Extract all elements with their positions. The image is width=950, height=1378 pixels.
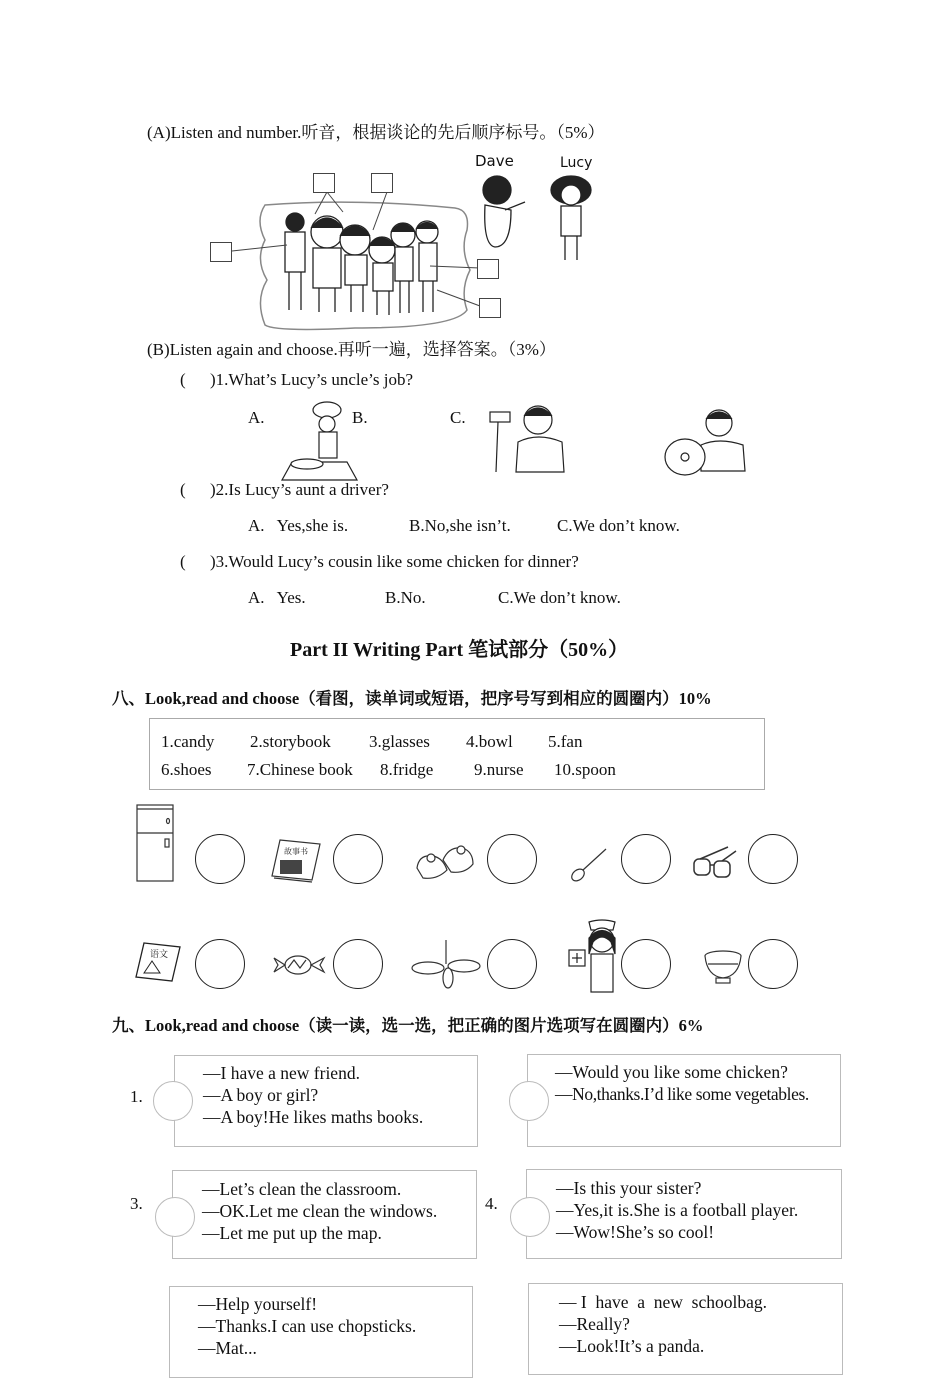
answer-circle-shoes[interactable] <box>487 834 537 884</box>
dialog-box-1 <box>174 1055 478 1147</box>
word-2: 2.storybook <box>250 732 331 751</box>
answer-box-5[interactable] <box>479 298 501 318</box>
family-picture <box>205 150 625 335</box>
q2-option-c: C.We don’t know. <box>557 516 680 535</box>
answer-circle-candy[interactable] <box>333 939 383 989</box>
word-5: 5.fan <box>548 732 583 751</box>
word-6: 6.shoes <box>161 760 212 779</box>
dialog-1-number: 1. <box>130 1087 143 1106</box>
dialog-6-line-1: — I have a new schoolbag. <box>559 1292 767 1312</box>
dialog-3-line-2: —OK.Let me clean the windows. <box>202 1201 438 1221</box>
shoes-icon <box>415 840 475 882</box>
glasses-icon <box>692 845 738 883</box>
answer-circle-fan[interactable] <box>487 939 537 989</box>
dialog-6-line-2: —Really? <box>559 1314 630 1334</box>
cleaner-icon <box>488 402 573 474</box>
q2-option-b: B.No,she isn’t. <box>409 516 511 535</box>
q3-paren[interactable]: ( <box>180 552 186 571</box>
dialog-3-answer-circle[interactable] <box>155 1197 195 1237</box>
dialog-box-3 <box>172 1170 477 1259</box>
q3-option-b: B.No. <box>385 588 426 607</box>
family-illustration-icon <box>205 150 625 335</box>
q1-text: )1.What’s Lucy’s uncle’s job? <box>210 370 414 389</box>
dialog-4-line-3: —Wow!She’s so cool! <box>556 1222 715 1242</box>
word-10: 10.spoon <box>554 760 616 779</box>
answer-box-4[interactable] <box>477 259 499 279</box>
word-7: 7.Chinese book <box>247 760 353 779</box>
fridge-icon <box>135 803 175 883</box>
dialog-3-line-3: —Let me put up the map. <box>202 1223 382 1243</box>
dialog-4-line-1: —Is this your sister? <box>556 1178 702 1198</box>
q1-option-a: A. <box>248 408 265 427</box>
answer-circle-storybook[interactable] <box>333 834 383 884</box>
dialog-1-line-2: —A boy or girl? <box>203 1085 319 1105</box>
answer-box-2[interactable] <box>371 173 393 193</box>
q2-option-a: A. Yes,she is. <box>248 516 349 535</box>
bowl-icon <box>703 950 743 986</box>
section-a-title: (A)Listen and number.听音，根据谈论的先后顺序标号。（5%） <box>147 123 605 142</box>
q1-paren[interactable]: ( <box>180 370 186 389</box>
q3-option-c: C.We don’t know. <box>498 588 621 607</box>
part2-title: Part II Writing Part 笔试部分（50%） <box>290 639 629 661</box>
dialog-1-line-1: —I have a new friend. <box>203 1063 360 1083</box>
answer-circle-fridge[interactable] <box>195 834 245 884</box>
answer-circle-nurse[interactable] <box>621 939 671 989</box>
storybook-cover-text: 故事书 <box>284 847 308 856</box>
answer-circle-bowl[interactable] <box>748 939 798 989</box>
dialog-1-line-3: —A boy!He likes maths books. <box>203 1107 424 1127</box>
chinese-book-cover-text: 语文 <box>150 949 169 959</box>
section9-title: 九、Look,read and choose（读一读，选一选，把正确的图片选项写在圆圈内）6% <box>112 1016 704 1035</box>
dialog-5-line-2: —Thanks.I can use chopsticks. <box>198 1316 417 1336</box>
word-9: 9.nurse <box>474 760 524 779</box>
dialog-4-line-2: —Yes,it is.She is a football player. <box>556 1200 799 1220</box>
dialog-box-4 <box>526 1169 842 1259</box>
chef-icon <box>277 400 362 485</box>
dialog-box-5 <box>169 1286 473 1378</box>
driver-icon <box>663 405 748 485</box>
word-8: 8.fridge <box>380 760 434 779</box>
word-4: 4.bowl <box>466 732 513 751</box>
answer-circle-chinese-book[interactable] <box>195 939 245 989</box>
dialog-4-number: 4. <box>485 1194 498 1213</box>
dialog-2-line-2: —No,thanks.I’d like some vegetables. <box>555 1084 809 1104</box>
dialog-box-6 <box>528 1283 843 1375</box>
answer-box-1[interactable] <box>313 173 335 193</box>
dialog-5-line-3: —Mat... <box>198 1338 257 1358</box>
dialog-2-answer-circle[interactable] <box>509 1081 549 1121</box>
fan-icon <box>410 940 482 988</box>
q2-text: )2.Is Lucy’s aunt a driver? <box>210 480 389 499</box>
dialog-5-line-1: —Help yourself! <box>198 1294 318 1314</box>
word-3: 3.glasses <box>369 732 430 751</box>
word-1: 1.candy <box>161 732 215 751</box>
q3-option-a: A. Yes. <box>248 588 306 607</box>
dave-label: Dave <box>475 152 514 170</box>
section-b-title: (B)Listen again and choose.再听一遍，选择答案。（3%） <box>147 340 556 359</box>
q1-option-c: C. <box>450 408 466 427</box>
lucy-label: Lucy <box>560 155 593 171</box>
dialog-4-answer-circle[interactable] <box>510 1197 550 1237</box>
dialog-2-line-1: —Would you like some chicken? <box>555 1062 788 1082</box>
dialog-1-answer-circle[interactable] <box>153 1081 193 1121</box>
storybook-icon <box>270 838 322 882</box>
nurse-icon <box>567 918 623 1000</box>
q3-text: )3.Would Lucy’s cousin like some chicken for dinner? <box>210 552 579 571</box>
word-bank <box>149 718 765 790</box>
answer-circle-glasses[interactable] <box>748 834 798 884</box>
answer-circle-spoon[interactable] <box>621 834 671 884</box>
dialog-3-line-1: —Let’s clean the classroom. <box>202 1179 402 1199</box>
candy-icon <box>272 950 326 980</box>
dialog-box-2 <box>527 1054 841 1147</box>
dialog-3-number: 3. <box>130 1194 143 1213</box>
answer-box-3[interactable] <box>210 242 232 262</box>
chinese-book-icon <box>134 941 184 983</box>
section8-title: 八、Look,read and choose（看图，读单词或短语，把序号写到相应的圆圈内）10% <box>112 689 712 708</box>
dialog-6-line-3: —Look!It’s a panda. <box>559 1336 705 1356</box>
q2-paren[interactable]: ( <box>180 480 186 499</box>
q1-option-b: B. <box>352 408 368 427</box>
spoon-icon <box>568 845 610 885</box>
